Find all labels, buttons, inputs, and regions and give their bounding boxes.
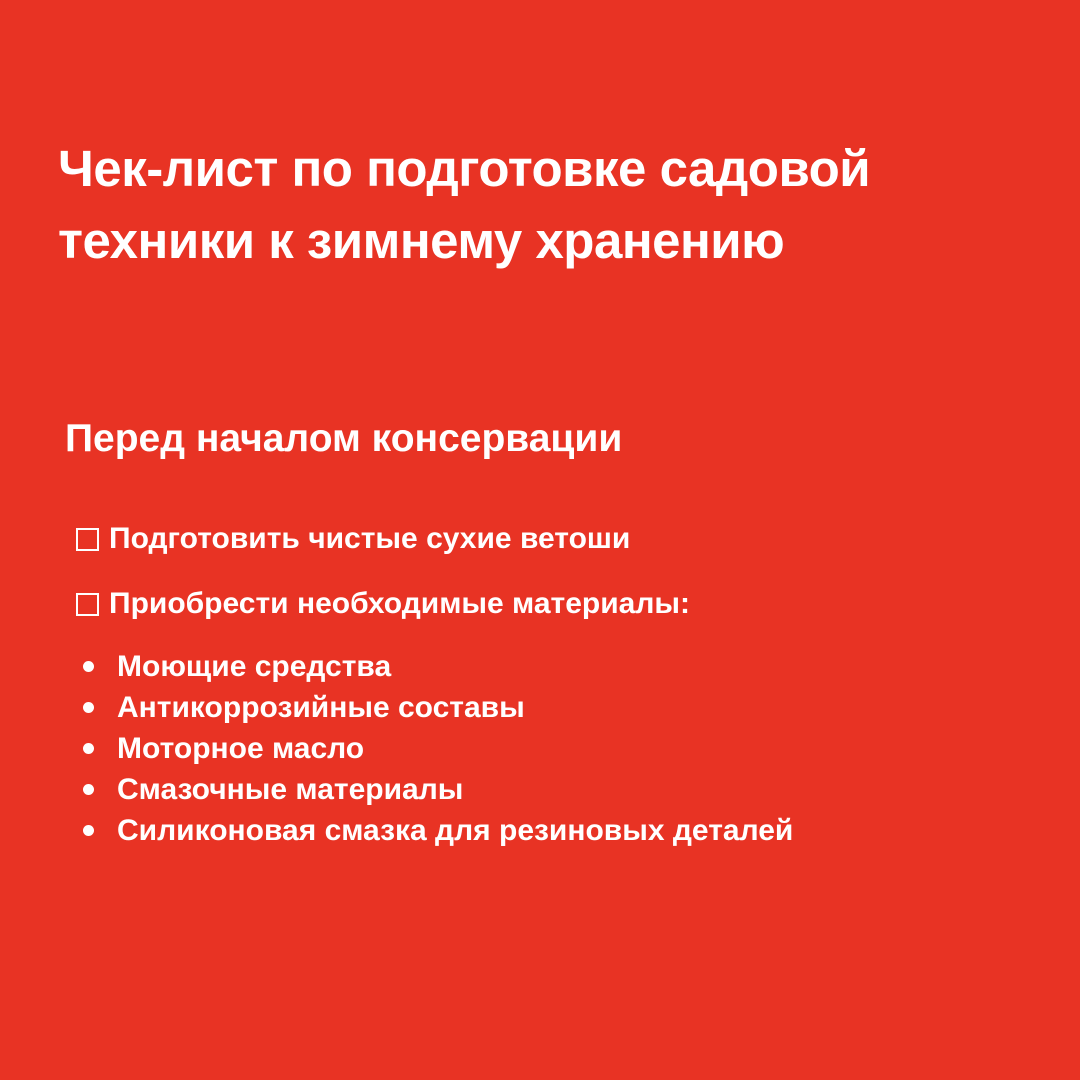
bullet-icon [83,743,94,754]
list-item-label: Антикоррозийные составы [117,691,525,724]
section-heading: Перед началом консервации [65,417,623,460]
bullet-icon [83,661,94,672]
list-item [82,687,793,728]
materials-list [82,646,793,851]
checkbox-icon[interactable] [76,593,99,616]
list-item [82,728,793,769]
checklist-item-buy-materials[interactable] [76,584,690,624]
page-title-line-2: техники к зимнему хранению [58,212,785,269]
bullet-icon [83,702,94,713]
checkbox-icon[interactable] [76,528,99,551]
bullet-icon [83,784,94,795]
list-item-label: Смазочные материалы [117,773,464,806]
list-item [82,646,793,687]
page-title-line-1: Чек-лист по подготовке садовой [58,140,871,197]
list-item [82,769,793,810]
list-item-label: Силиконовая смазка для резиновых деталей [117,814,794,847]
bullet-icon [83,825,94,836]
page-title [58,133,1018,277]
checklist-item-label: Подготовить чистые сухие ветоши [109,522,631,555]
checklist-item-label: Приобрести необходимые материалы: [109,587,691,620]
list-item-label: Моющие средства [117,650,392,683]
list-item [82,810,793,851]
list-item-label: Моторное масло [117,732,365,765]
checklist-item-prepare-rags[interactable] [76,519,630,559]
